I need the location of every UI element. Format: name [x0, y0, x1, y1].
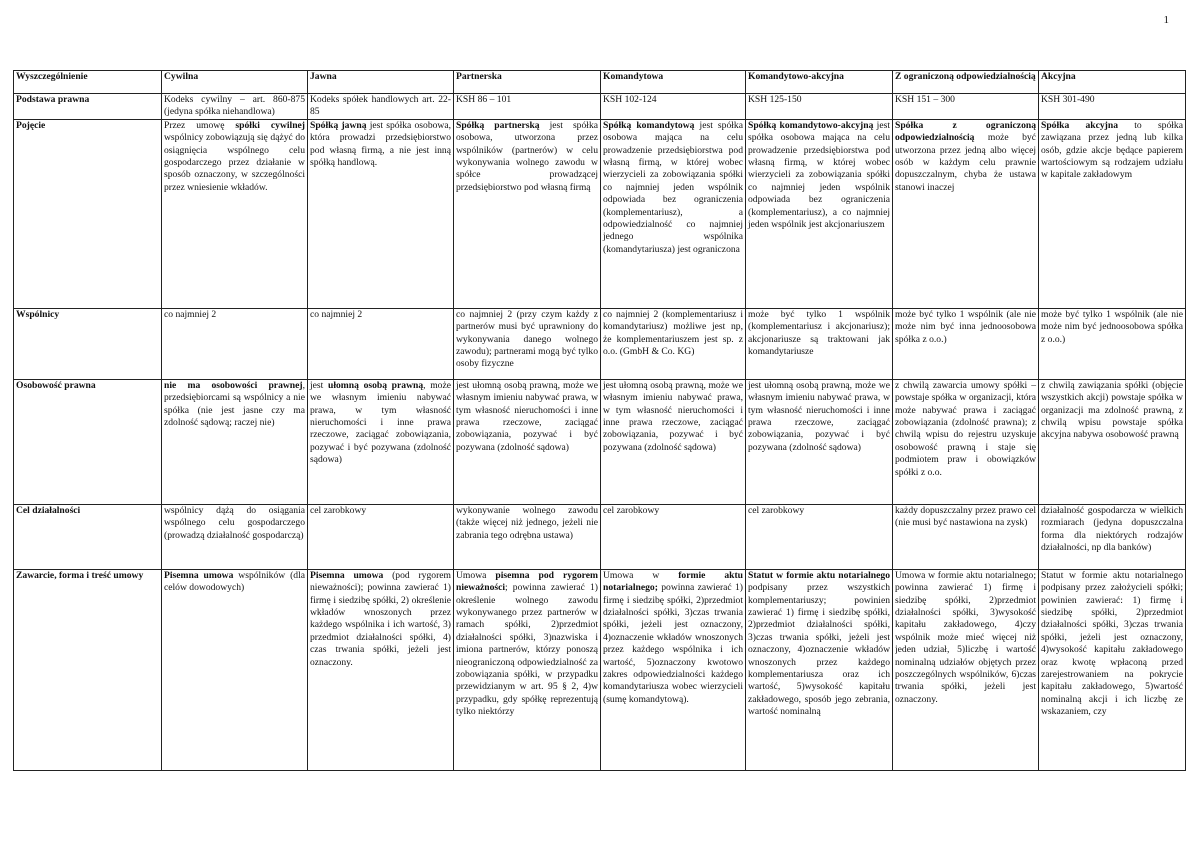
table-cell: z chwilą zawiązania spółki (objęcie wszystkich akcji) powstaje spółka w organizacji ma zdolność prawną, z chwilą wpisu powstaje spółka akcyjna nabywa osobowość prawną: [1039, 379, 1186, 504]
table-row-partners: [14, 308, 1186, 379]
bold-term: Spółką komandytowo-akcyjną: [748, 119, 874, 131]
table-cell: może być tylko 1 wspólnik (ale nie może nim być jednoosobowa spółka z o.o.): [1039, 308, 1186, 379]
table-cell: Kodeks cywilny – art. 860-875 (jedyna spółka niehandlowa): [162, 94, 308, 120]
table-cell: cel zarobkowy: [308, 504, 454, 569]
table-cell: KSH 301-490: [1039, 94, 1186, 120]
bold-term: pisemna pod rygorem nieważności: [456, 569, 598, 594]
table-cell: Przez umowę spółki cywilnej wspólnicy zobowiązują się dążyć do osiągnięcia wspólnego celu gospodarczego przez działanie w sposób oznaczony, w szczególności przez wniesienie wkładów.: [162, 119, 308, 308]
bold-term: ułomną osobą prawną: [327, 379, 424, 391]
bold-term: Spółka z ograniczoną odpowiedzialnością: [895, 119, 1036, 144]
bold-term: Spółką partnerską: [456, 119, 540, 131]
row-header: Osobowość prawna: [14, 379, 162, 504]
table-cell: KSH 86 – 101: [454, 94, 601, 120]
column-header: Wyszczególnienie: [14, 71, 162, 94]
company-comparison-table: [13, 70, 1186, 771]
table-cell: Pisemna umowa (pod rygorem nieważności); powinna zawierać 1) firmę i siedzibę spółki, 2) określenie wkładów wnoszonych przez każdego wspólnika i ich wartość, 3) przedmiot działalności spółki, 4) czas trwania spółki, jeżeli jest oznaczony.: [308, 569, 454, 770]
table-cell: Umowa pisemna pod rygorem nieważności; powinna zawierać 1) określenie wolnego zawodu wykonywanego przez partnerów w ramach spółki, 2)przedmiot działalności spółki, 3)nazwiska i imiona partnerów, którzy ponoszą nieograniczoną odpowiedzialność za zobowiązania spółki, w przypadku przewidzianym w art. 95 § 2, 4)w przypadku, gdy spółkę reprezentują tylko niektórzy: [454, 569, 601, 770]
table-cell: wykonywanie wolnego zawodu (także więcej niż jednego, jeżeli nie zabrania tego odrębna ustawa): [454, 504, 601, 569]
column-header: Cywilna: [162, 71, 308, 94]
column-header: Jawna: [308, 71, 454, 94]
table-cell: Umowa w formie aktu notarialnego; powinna zawierać 1) firmę i siedzibę spółki, 2)przedmiot działalności spółki, 3)wysokość kapitału zakładowego, 4)czy wspólnik może mieć więcej niż jeden udział, 5)liczbę i wartość nominalną udziałów objętych przez poszczególnych wspólników, 6)czas trwania spółki, jeżeli jest oznaczony.: [893, 569, 1039, 770]
table-cell: co najmniej 2 (przy czym każdy z partnerów musi być uprawniony do wykonywania danego wolnego zawodu); partnerami mogą być tylko osoby fizyczne: [454, 308, 601, 379]
column-header: Akcyjna: [1039, 71, 1186, 94]
table-cell: Spółka z ograniczoną odpowiedzialnością może być utworzona przez jedną albo więcej osób w każdym celu prawnie dopuszczalnym, chyba że ustawa stanowi inaczej: [893, 119, 1039, 308]
table-row-contract: [14, 569, 1186, 770]
table-cell: Kodeks spółek handlowych art. 22- 85: [308, 94, 454, 120]
table-cell: cel zarobkowy: [601, 504, 746, 569]
column-header: Partnerska: [454, 71, 601, 94]
bold-term: Spółka akcyjna: [1041, 119, 1119, 131]
table-cell: cel zarobkowy: [746, 504, 893, 569]
table-cell: może być tylko 1 wspólnik (ale nie może nim być inna jednoosobowa spółka z o.o.): [893, 308, 1039, 379]
table-cell: jest ułomną osobą prawną, może we własnym imieniu nabywać prawa, w tym własność nieruchomości i inne prawa rzeczowe, zaciągać zobowiązania, pozywać i być pozywana (zdolność sądowa): [746, 379, 893, 504]
table-header-row: [14, 71, 1186, 94]
row-header: Zawarcie, forma i treść umowy: [14, 569, 162, 770]
bold-term: Pisemna umowa: [164, 569, 234, 581]
table-cell: działalność gospodarcza w wielkich rozmiarach (jedyna dopuszczalna forma dla niektórych rodzajów działalności, np dla banków): [1039, 504, 1186, 569]
table-cell: co najmniej 2: [162, 308, 308, 379]
bold-term: Statut w formie aktu notarialnego: [748, 569, 890, 581]
table-cell: nie ma osobowości prawnej, przedsiębiorcami są wspólnicy a nie spółka (nie jest jasne czy ma zdolność sądową; raczej nie): [162, 379, 308, 504]
table-cell: co najmniej 2: [308, 308, 454, 379]
table-cell: Spółka akcyjna to spółka zawiązana przez jedną lub kilka osób, gdzie akcje będące papierem wartościowym są rodzajem udziału w kapitale zakładowym: [1039, 119, 1186, 308]
table-cell: Statut w formie aktu notarialnego podpisany przez założycieli spółki; powinien zawierać: 1) firmę i siedzibę spółki, 2)przedmiot działalności spółki, 3)czas trwania spółki, jeżeli jest oznaczony, 4)wysokość kapitału zakładowego oraz kwotę wpłaconą przed zarejestrowaniem na pokrycie kapitału zakładowego, 5)wartość nominalną akcji i ich liczbę ze wskazaniem, czy: [1039, 569, 1186, 770]
column-header: Z ograniczoną odpowiedzialnością: [893, 71, 1039, 94]
table-cell: Spółką jawną jest spółka osobowa, która prowadzi przedsiębiorstwo pod własną firmą, a nie jest inną spółką handlową.: [308, 119, 454, 308]
table-cell: jest ułomną osobą prawną, może we własnym imieniu nabywać prawa, w tym własność nieruchomości i inne prawa rzeczowe, zaciągać zobowiązania, pozywać i być pozywana (zdolność sądowa): [601, 379, 746, 504]
row-header: Wspólnicy: [14, 308, 162, 379]
table-cell: co najmniej 2 (komplementariusz i komandytariusz) możliwe jest np, że komplementariuszem jest sp. z o.o. (GmbH & Co. KG): [601, 308, 746, 379]
column-header: Komandytowa: [601, 71, 746, 94]
table-cell: Statut w formie aktu notarialnego podpisany przez wszystkich komplementariuszy; powinien zawierać 1) firmę i siedzibę spółki, 2)przedmiot działalności spółki, 3)czas trwania spółki, jeżeli jest oznaczony, 4)oznaczenie wkładów wnoszonych przez każdego komplementariusza oraz ich wartość, 5)wysokość kapitału zakładowego, sposób jego zebrania, wartość nominalną: [746, 569, 893, 770]
table-row-legal: [14, 379, 1186, 504]
table-cell: KSH 125-150: [746, 94, 893, 120]
table-cell: z chwilą zawarcia umowy spółki – powstaje spółka w organizacji, która może nabywać prawa i zaciągać zobowiązania (zdolność prawna); z chwilą wpisu do rejestru uzyskuje osobowość prawną i staje się podmiotem praw i obowiązków spółki z o.o.: [893, 379, 1039, 504]
row-header: Podstawa prawna: [14, 94, 162, 120]
table-cell: jest ułomną osobą prawną, może we własnym imieniu nabywać prawa, w tym własność nieruchomości i inne prawa rzeczowe, zaciągać zobowiązania, pozywać i być pozywana (zdolność sądowa): [454, 379, 601, 504]
table-cell: może być tylko 1 wspólnik (komplementariusz i akcjonariusz); akcjonariusze są traktowani jak komandytariusze: [746, 308, 893, 379]
table-cell: KSH 102-124: [601, 94, 746, 120]
row-header: Pojęcie: [14, 119, 162, 308]
table-row-goal: [14, 504, 1186, 569]
table-cell: Spółką komandytowo-akcyjną jest spółka osobowa mająca na celu prowadzenie przedsiębiorstwa pod własną firmą, w której wobec wierzycieli za zobowiązania spółki co najmniej jeden wspólnik odpowiada bez ograniczenia (komplementariusz), a co najmniej jeden wspólnik jest akcjonariuszem: [746, 119, 893, 308]
bold-term: nie ma osobowości prawnej: [164, 379, 303, 391]
bold-term: Pisemna umowa: [310, 569, 384, 581]
table-cell: Spółką komandytową jest spółka osobowa mająca na celu prowadzenie przedsiębiorstwa pod własną firmą, w której wobec wierzycieli za zobowiązania spółki co najmniej jeden wspólnik odpowiada bez ograniczenia (komplementariusz), a odpowiedzialność co najmniej jednego wspólnika (komandytariusza) jest ograniczona: [601, 119, 746, 308]
bold-term: formie aktu notarialnego;: [603, 569, 743, 594]
table-cell: każdy dopuszczalny przez prawo cel (nie musi być nastawiona na zysk): [893, 504, 1039, 569]
bold-term: Spółką komandytową: [603, 119, 695, 131]
table-cell: wspólnicy dążą do osiągania wspólnego celu gospodarczego (prowadzą działalność gospodarczą): [162, 504, 308, 569]
column-header: Komandytowo-akcyjna: [746, 71, 893, 94]
table-cell: Umowa w formie aktu notarialnego; powinna zawierać 1) firmę i siedzibę spółki, 2)przedmiot działalności spółki, 3)czas trwania spółki, jeżeli jest oznaczony, 4)oznaczenie wkładów wnoszonych przez każdego wspólnika i ich wartość, 5)oznaczony kwotowo zakres odpowiedzialności każdego komandytariusza wobec wierzycieli (sumę komandytową).: [601, 569, 746, 770]
table-cell: jest ułomną osobą prawną, może we własnym imieniu nabywać prawa, w tym własność nieruchomości i inne prawa rzeczowe, zaciągać zobowiązania, pozywać i być pozywana (zdolność sądowa): [308, 379, 454, 504]
bold-term: Spółką jawną: [310, 119, 367, 131]
table-cell: Spółką partnerską jest spółka osobowa, utworzona przez wspólników (partnerów) w celu wykonywania wolnego zawodu w spółce prowadzącej przedsiębiorstwo pod własną firmą: [454, 119, 601, 308]
bold-term: spółki cywilnej: [235, 119, 305, 131]
table-cell: KSH 151 – 300: [893, 94, 1039, 120]
table-cell: Pisemna umowa wspólników (dla celów dowodowych): [162, 569, 308, 770]
table-row-basis: [14, 94, 1186, 120]
page-number: 1: [1163, 14, 1169, 26]
row-header: Cel działalności: [14, 504, 162, 569]
table-row-concept: [14, 119, 1186, 308]
